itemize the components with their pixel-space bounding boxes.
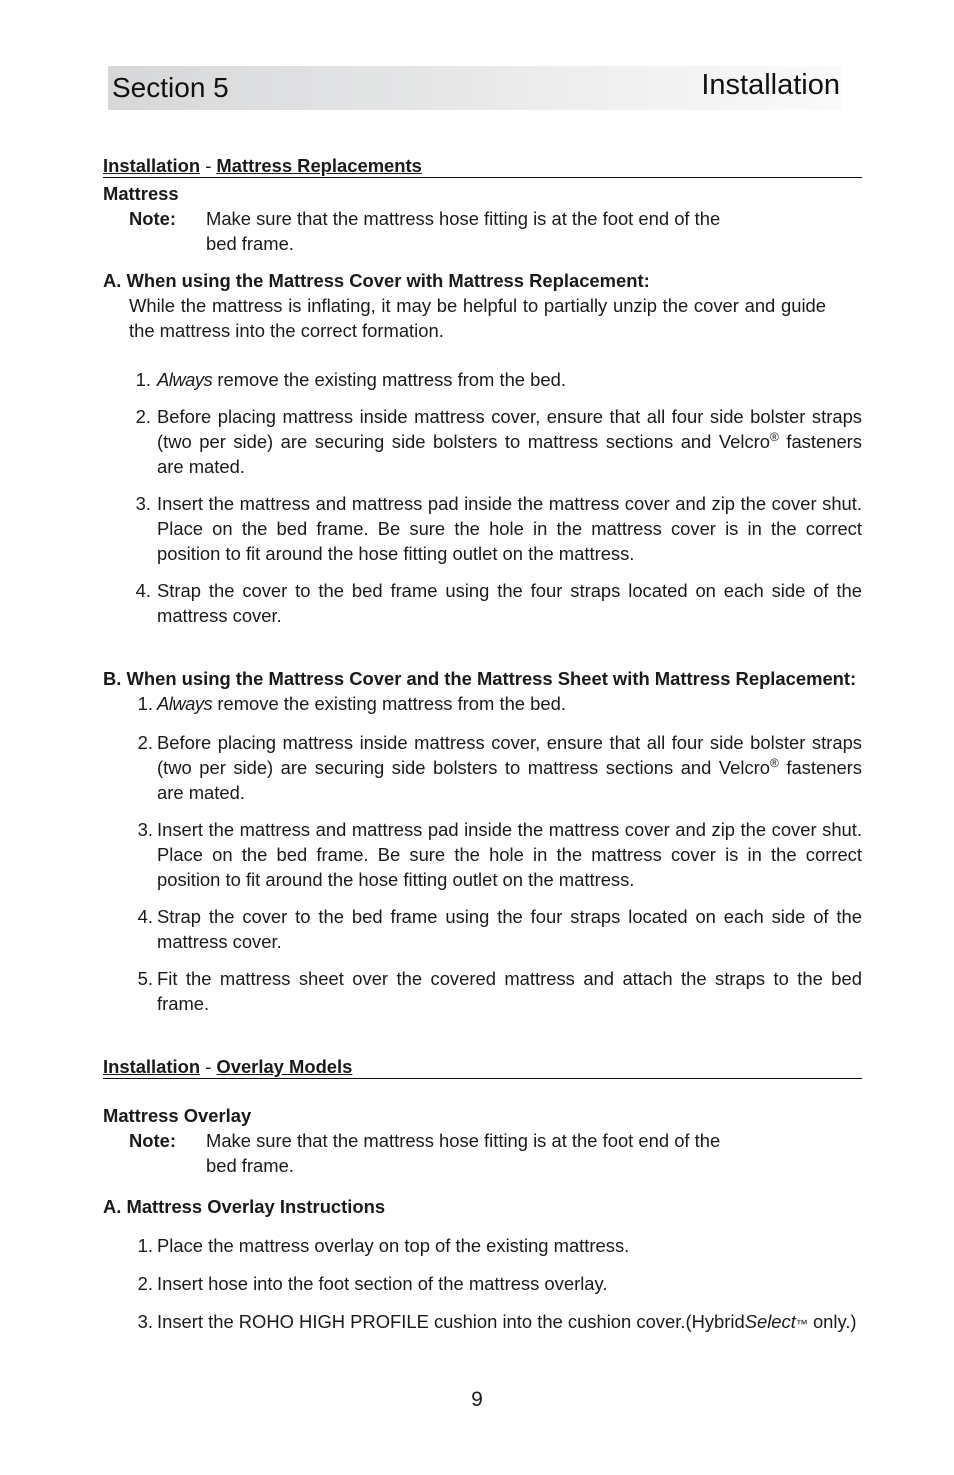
heading-overlay-models: Installation - Overlay Models — [103, 1056, 862, 1079]
list-item: 3. Insert the mattress and mattress pad inside the mattress cover and zip the cover shut. Place on the bed frame. Be sure the hole in the mattress cover is in the correct position to fit around the hose fitting outlet on the mattress. — [135, 493, 862, 564]
note-line: bed frame. — [206, 1155, 294, 1176]
section-title: Installation — [701, 69, 840, 101]
subheading-mattress: Mattress — [103, 183, 179, 204]
page-number: 9 — [471, 1388, 483, 1411]
list-item: 3. Insert the ROHO HIGH PROFILE cushion into the cushion cover.(HybridSelect™ only.) — [137, 1311, 857, 1332]
list-item: 3. Insert the mattress and mattress pad inside the mattress cover and zip the cover shut. Place on the bed frame. Be sure the hole in the mattress cover is in the correct position to fit around the hose fitting outlet on the mattress. — [137, 819, 862, 890]
note-line: Make sure that the mattress hose fitting is at the foot end of the — [206, 1130, 721, 1151]
heading-overlay-instructions: A. Mattress Overlay Instructions — [103, 1196, 386, 1217]
heading-mattress-replacements: Installation - Mattress Replacements — [103, 155, 862, 178]
heading-b-cover-sheet: B. When using the Mattress Cover and the Mattress Sheet with Mattress Replacement: — [103, 668, 857, 689]
note-mattress — [103, 206, 862, 256]
list-overlay — [103, 1233, 862, 1337]
list-item: 2. Before placing mattress inside mattress cover, ensure that all four side bolster straps (two per side) are securing side bolsters to mattress sections and Velcro® fasteners are mated. — [135, 406, 862, 477]
subheading-mattress-overlay: Mattress Overlay — [103, 1105, 252, 1126]
note-overlay — [103, 1128, 862, 1178]
list-item: 1. Always remove the existing mattress from the bed. — [137, 693, 566, 714]
page-content — [103, 155, 862, 1337]
list-b — [103, 691, 862, 1016]
list-item: 4. Strap the cover to the bed frame using the four straps located on each side of the mattress cover. — [135, 580, 862, 626]
paragraph-a-intro: While the mattress is inflating, it may be helpful to partially unzip the cover and guide the mattress into the correct formation. — [129, 295, 826, 341]
list-item: 2. Before placing mattress inside mattress cover, ensure that all four side bolster straps (two per side) are securing side bolsters to mattress sections and Velcro® fasteners are mated. — [137, 732, 862, 803]
list-item: 1. Always remove the existing mattress from the bed. — [135, 369, 566, 390]
list-a — [103, 367, 862, 628]
section-label: Section 5 — [112, 72, 229, 103]
list-item: 1. Place the mattress overlay on top of the existing mattress. — [137, 1235, 630, 1256]
list-item: 4. Strap the cover to the bed frame using the four straps located on each side of the mattress cover. — [137, 906, 862, 952]
note-line: Make sure that the mattress hose fitting is at the foot end of the — [206, 208, 721, 229]
list-item: 2. Insert hose into the foot section of the mattress overlay. — [137, 1273, 608, 1294]
note-label: Note: — [129, 208, 176, 229]
note-label: Note: — [129, 1130, 176, 1151]
note-line: bed frame. — [206, 233, 294, 254]
heading-a-cover: A. When using the Mattress Cover with Mattress Replacement: — [103, 270, 650, 291]
list-item: 5. Fit the mattress sheet over the covered mattress and attach the straps to the bed frame. — [137, 968, 862, 1014]
section-header-bar — [108, 66, 842, 110]
